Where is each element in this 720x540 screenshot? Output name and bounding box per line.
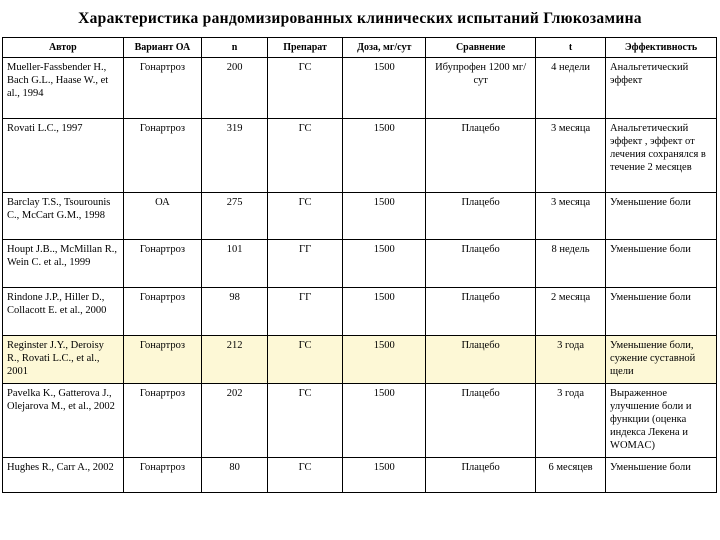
cell-duration: 8 недель	[536, 240, 606, 288]
cell-efficacy: Уменьшение боли	[606, 458, 717, 493]
cell-efficacy: Уменьшение боли	[606, 288, 717, 336]
cell-n: 200	[202, 58, 268, 119]
table-header-row	[3, 38, 717, 58]
cell-drug: ГГ	[267, 240, 342, 288]
cell-author: Reginster J.Y., Deroisy R., Rovati L.C., et al., 2001	[3, 336, 124, 384]
cell-comparison: Плацебо	[426, 288, 536, 336]
cell-comparison: Плацебо	[426, 384, 536, 458]
table-row	[3, 384, 717, 458]
table-row	[3, 458, 717, 493]
cell-drug: ГГ	[267, 288, 342, 336]
table-row	[3, 240, 717, 288]
cell-duration: 3 месяца	[536, 193, 606, 240]
cell-duration: 3 года	[536, 336, 606, 384]
cell-drug: ГС	[267, 384, 342, 458]
header-duration: t	[536, 38, 606, 58]
cell-efficacy: Выраженное улучшение боли и функции (оценка индекса Лекена и WOMAC)	[606, 384, 717, 458]
cell-n: 319	[202, 119, 268, 193]
cell-author: Rovati L.C., 1997	[3, 119, 124, 193]
cell-drug: ГС	[267, 458, 342, 493]
header-comparison: Сравнение	[426, 38, 536, 58]
cell-author: Houpt J.B.., McMillan R., Wein C. et al., 1999	[3, 240, 124, 288]
cell-author: Barclay T.S., Tsourounis C., McCart G.M., 1998	[3, 193, 124, 240]
cell-duration: 2 месяца	[536, 288, 606, 336]
cell-comparison: Плацебо	[426, 336, 536, 384]
cell-duration: 6 месяцев	[536, 458, 606, 493]
cell-efficacy: Анальгетический эффект , эффект от лечения сохранялся в течение 2 месяцев	[606, 119, 717, 193]
cell-oa-variant: Гонартроз	[123, 58, 202, 119]
cell-efficacy: Уменьшение боли	[606, 240, 717, 288]
cell-oa-variant: Гонартроз	[123, 288, 202, 336]
cell-oa-variant: Гонартроз	[123, 458, 202, 493]
cell-author: Rindone J.P., Hiller D., Collacott E. et al., 2000	[3, 288, 124, 336]
cell-efficacy: Уменьшение боли	[606, 193, 717, 240]
cell-dose: 1500	[343, 193, 426, 240]
cell-oa-variant: Гонартроз	[123, 240, 202, 288]
header-n: n	[202, 38, 268, 58]
cell-dose: 1500	[343, 240, 426, 288]
cell-efficacy: Анальгетический эффект	[606, 58, 717, 119]
table-row	[3, 288, 717, 336]
header-oa-variant: Вариант ОА	[123, 38, 202, 58]
cell-drug: ГС	[267, 119, 342, 193]
cell-dose: 1500	[343, 458, 426, 493]
page-title: Характеристика рандомизированных клинических испытаний Глюкозамина	[78, 10, 642, 27]
cell-drug: ГС	[267, 336, 342, 384]
table-row	[3, 119, 717, 193]
cell-oa-variant: Гонартроз	[123, 119, 202, 193]
table-row-highlighted	[3, 336, 717, 384]
cell-dose: 1500	[343, 288, 426, 336]
cell-dose: 1500	[343, 336, 426, 384]
table-row	[3, 193, 717, 240]
cell-duration: 3 месяца	[536, 119, 606, 193]
cell-drug: ГС	[267, 58, 342, 119]
cell-n: 98	[202, 288, 268, 336]
cell-n: 275	[202, 193, 268, 240]
cell-n: 202	[202, 384, 268, 458]
cell-n: 80	[202, 458, 268, 493]
table-row	[3, 58, 717, 119]
cell-author: Pavelka K., Gatterova J., Olejarova M., et al., 2002	[3, 384, 124, 458]
cell-author: Hughes R., Carr A., 2002	[3, 458, 124, 493]
cell-comparison: Плацебо	[426, 193, 536, 240]
cell-author: Mueller-Fassbender H., Bach G.L., Haase W., et al., 1994	[3, 58, 124, 119]
cell-comparison: Плацебо	[426, 240, 536, 288]
cell-oa-variant: Гонартроз	[123, 384, 202, 458]
cell-comparison: Плацебо	[426, 458, 536, 493]
header-drug: Препарат	[267, 38, 342, 58]
cell-comparison: Ибупрофен 1200 мг/сут	[426, 58, 536, 119]
cell-dose: 1500	[343, 384, 426, 458]
cell-n: 101	[202, 240, 268, 288]
cell-oa-variant: Гонартроз	[123, 336, 202, 384]
header-author: Автор	[3, 38, 124, 58]
header-efficacy: Эффективность	[606, 38, 717, 58]
trials-table	[2, 37, 717, 493]
cell-comparison: Плацебо	[426, 119, 536, 193]
header-dose: Доза, мг/сут	[343, 38, 426, 58]
cell-oa-variant: ОА	[123, 193, 202, 240]
cell-duration: 3 года	[536, 384, 606, 458]
cell-dose: 1500	[343, 58, 426, 119]
cell-drug: ГС	[267, 193, 342, 240]
cell-n: 212	[202, 336, 268, 384]
cell-efficacy: Уменьшение боли, сужение суставной щели	[606, 336, 717, 384]
cell-duration: 4 недели	[536, 58, 606, 119]
cell-dose: 1500	[343, 119, 426, 193]
